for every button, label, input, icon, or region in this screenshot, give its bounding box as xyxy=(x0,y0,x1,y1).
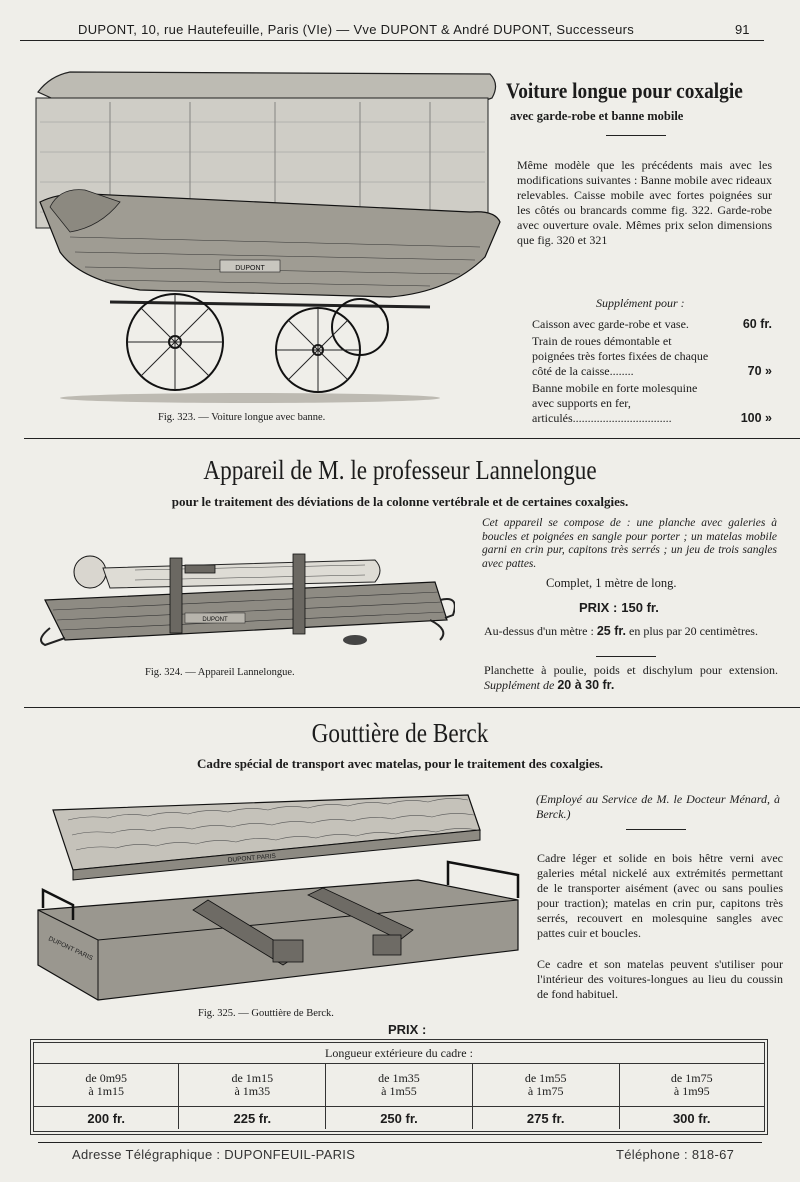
section2-title: Appareil de M. le professeur Lannelongue xyxy=(203,455,597,485)
range-to: à 1m75 xyxy=(527,1084,564,1098)
planchette-supplement-price: 20 à 30 fr. xyxy=(557,678,615,692)
supplement-label: Train de roues démontable et poignées très fortes fixées de chaque côté de la caisse........ xyxy=(532,334,709,378)
supplement-label: Caisson avec garde-robe et vase. xyxy=(532,317,689,331)
price-table-frame xyxy=(33,1042,765,1132)
mattress-label: DUPONT PARIS xyxy=(227,852,277,864)
section1-short-rule xyxy=(606,135,666,136)
price-cell: 275 fr. xyxy=(472,1107,619,1130)
supplement-item xyxy=(532,381,772,426)
price-table-price-row xyxy=(34,1107,764,1130)
range-from: de 1m15 xyxy=(231,1071,274,1085)
supplement-list xyxy=(532,317,772,426)
section2-extra xyxy=(484,624,778,639)
section1-subtitle: avec garde-robe et banne mobile xyxy=(510,109,684,123)
supplement-price: 70 » xyxy=(747,364,772,378)
supplement-label: Banne mobile en forte molesquine avec supports en fer, articulés................................. xyxy=(532,381,698,425)
footer-rule xyxy=(38,1142,762,1143)
page-header: DUPONT, 10, rue Hautefeuille, Paris (VIe) — Vve DUPONT & André DUPONT, Successeurs xyxy=(78,22,635,37)
section2-short-rule xyxy=(596,656,656,657)
extra-prefix: Au-dessus d'un mètre : xyxy=(484,624,594,638)
supplement-price: 100 » xyxy=(740,411,772,425)
section3-note: (Employé au Service de M. le Docteur Ménard, à Berck.) xyxy=(536,792,780,821)
section3-short-rule xyxy=(626,829,686,830)
section3-description2: Ce cadre et son matelas peuvent s'utiliser pour l'intérieur des voitures-longues au lieu du coussin de fond habituel. xyxy=(537,957,783,1001)
section1-description: Même modèle que les précédents mais avec les modifications suivantes : Banne mobile avec rideaux relevables. Caisse mobile avec fortes poignées sur les côtés ou brancards comme fig. 322. Garde-robe avec ouverture ovale. Mêmes prix selon dimensions que fig. 320 et 321 xyxy=(517,158,772,247)
range-from: de 1m55 xyxy=(524,1071,567,1085)
prix-label: PRIX : xyxy=(579,600,618,615)
section-divider-1 xyxy=(24,438,800,439)
berck-gutter-illustration xyxy=(28,790,528,1005)
range-cell xyxy=(179,1064,326,1107)
price-cell: 300 fr. xyxy=(619,1107,764,1130)
range-cell xyxy=(472,1064,619,1107)
supplement-heading: Supplément pour : xyxy=(596,296,685,310)
apparatus-label: DUPONT xyxy=(202,617,228,623)
price-cell: 200 fr. xyxy=(34,1107,179,1130)
range-to: à 1m95 xyxy=(673,1084,710,1098)
page-number: 91 xyxy=(735,22,750,37)
carriage-illustration xyxy=(30,62,505,407)
section2-description: Cet appareil se compose de : une planche avec galeries à boucles et poignées en sangle pour porter ; un matelas mobile garni en crin pur, capitons très serrés ; un jeu de trois sangles avec pattes. xyxy=(482,517,777,570)
range-cell xyxy=(619,1064,764,1107)
footer-telegraph: Adresse Télégraphique : DUPONFEUIL-PARIS xyxy=(72,1147,356,1162)
figure-323-caption: Fig. 323. — Voiture longue avec banne. xyxy=(158,412,326,423)
range-to: à 1m55 xyxy=(381,1084,417,1098)
carriage-label: DUPONT xyxy=(235,265,265,272)
section2-complet: Complet, 1 mètre de long. xyxy=(546,576,677,590)
range-to: à 1m35 xyxy=(234,1084,271,1098)
range-from: de 0m95 xyxy=(85,1071,128,1085)
frame-label: DUPONT PARIS xyxy=(47,935,94,963)
section3-title: Gouttière de Berck xyxy=(311,718,489,748)
supplement-price: 60 fr. xyxy=(742,317,772,331)
range-cell xyxy=(326,1064,473,1107)
range-from: de 1m35 xyxy=(378,1071,420,1085)
price-cell: 250 fr. xyxy=(326,1107,473,1130)
planchette-supplement-label: Supplément de xyxy=(484,678,555,692)
range-cell xyxy=(34,1064,179,1107)
price-table-range-row xyxy=(34,1064,764,1107)
lannelongue-apparatus-illustration xyxy=(35,540,455,665)
section3-subtitle: Cadre spécial de transport avec matelas, pour le traitement des coxalgies. xyxy=(196,756,604,771)
section3-prix-heading: PRIX : xyxy=(388,1022,427,1037)
figure-324-caption: Fig. 324. — Appareil Lannelongue. xyxy=(145,667,295,678)
extra-price: 25 fr. xyxy=(596,624,626,638)
section1-title: Voiture longue pour coxalgie xyxy=(506,78,743,103)
supplement-item xyxy=(532,334,772,379)
planchette-text: Planchette à poulie, poids et dischylum pour extension. xyxy=(484,663,778,677)
price-table xyxy=(34,1064,764,1129)
extra-suffix: en plus par 20 centimètres. xyxy=(629,624,758,638)
supplement-item xyxy=(532,317,772,332)
section-divider-2 xyxy=(24,707,800,708)
prix-value: 150 fr. xyxy=(621,600,659,615)
figure-325-caption: Fig. 325. — Gouttière de Berck. xyxy=(198,1008,334,1019)
header-rule xyxy=(20,40,764,41)
section2-subtitle: pour le traitement des déviations de la colonne vertébrale et de certaines coxalgies. xyxy=(171,494,629,509)
price-table-heading: Longueur extérieure du cadre : xyxy=(34,1043,764,1064)
section3-description: Cadre léger et solide en bois hêtre verni avec galeries métal nickelé aux extrémités permettant de le transporter aisément (avec ou sans poulies pour traction); matelas en crin pur, capitons très serrés, recouvert en molesquine sangles avec pattes cuir et boucles. xyxy=(537,851,783,940)
footer-telephone: Téléphone : 818-67 xyxy=(616,1147,735,1162)
range-from: de 1m75 xyxy=(670,1071,713,1085)
price-cell: 225 fr. xyxy=(179,1107,326,1130)
range-to: à 1m15 xyxy=(88,1084,125,1098)
section2-planchette xyxy=(484,663,778,693)
section2-price-line xyxy=(579,599,659,617)
